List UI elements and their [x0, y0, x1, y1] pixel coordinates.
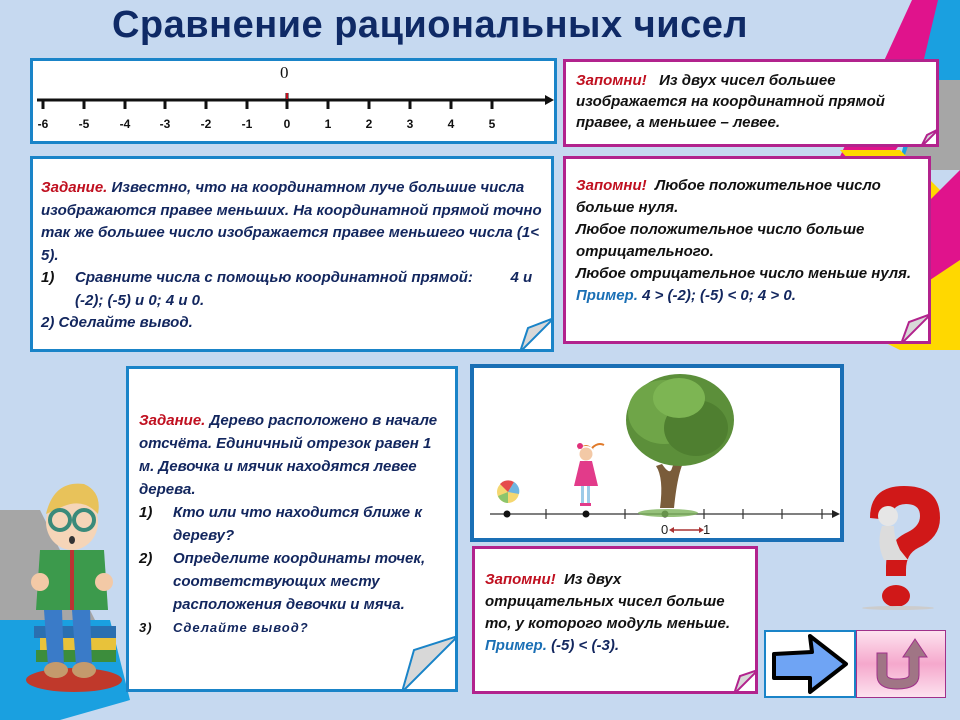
list-item: 1) Сравните числа с помощью координатной прямой: 4 и (-2); (-5) и 0; 4 и 0. [41, 269, 533, 309]
tick-label: 5 [488, 117, 496, 131]
remember-heading: Запомни! [485, 571, 556, 588]
tick-label: -3 [159, 117, 171, 131]
next-slide-button[interactable] [764, 630, 856, 698]
task-card-2 [126, 366, 458, 692]
zero-label: 0 [661, 522, 669, 537]
remember-line: Любое отрицательное число меньше нуля. [576, 265, 912, 282]
remember-card-1 [563, 59, 939, 147]
task-list [139, 501, 445, 639]
page-curl-icon [520, 318, 554, 352]
task-list [41, 267, 543, 312]
remember-text: Из двух отрицательных чисел больше то, у которого модуль меньше. [485, 571, 731, 632]
list-item: 2) Определите координаты точек, соответствующих месту расположения девочки и мяча. [139, 550, 426, 613]
tick-label: 2 [365, 117, 373, 131]
page-curl-icon [921, 129, 939, 147]
tick-label: -2 [200, 117, 212, 131]
tick-label: 1 [324, 117, 332, 131]
task-final: 2) Сделайте вывод. [41, 314, 193, 331]
task-text: Известно, что на координатном луче большие числа изображаются правее меньших. На координатной прямой точно так же большее число изображается правее меньшего числа (1< 5). [41, 179, 542, 264]
page-curl-icon [734, 670, 758, 694]
number-line-zero-label: 0 [280, 63, 289, 82]
remember-card-2 [563, 156, 931, 344]
tree-girl-ball-illustration [474, 368, 840, 538]
tick-label: -5 [78, 117, 90, 131]
tick-label: 3 [406, 117, 414, 131]
example-text: 4 > (-2); (-5) < 0; 4 > 0. [642, 287, 796, 304]
page-title: Сравнение рациональных чисел [111, 4, 749, 46]
tick-label: 4 [447, 117, 455, 131]
remember-line: Любое положительное число больше нуля. [576, 177, 881, 216]
example-label: Пример. [576, 287, 638, 304]
remember-heading: Запомни! [576, 177, 647, 194]
u-turn-arrow-icon [857, 631, 945, 697]
right-arrow-icon [766, 632, 854, 696]
remember-card-3 [472, 546, 758, 694]
list-item: 1) Кто или что находится ближе к дереву? [139, 504, 422, 544]
example-label: Пример. [485, 637, 547, 654]
example-text: (-5) < (-3). [551, 637, 619, 654]
tick-label: -1 [241, 117, 253, 131]
one-label: 1 [703, 522, 711, 537]
tick-label: -4 [119, 117, 131, 131]
page-curl-icon [402, 636, 458, 692]
page-curl-icon [901, 314, 931, 344]
illustration-card [470, 364, 844, 542]
task-heading: Задание. [41, 179, 108, 196]
return-button[interactable] [856, 630, 946, 698]
boy-reading-illustration [14, 470, 124, 700]
remember-heading: Запомни! [576, 72, 647, 89]
remember-line: Любое положительное число больше отрицательного. [576, 221, 865, 260]
number-line-card [30, 58, 557, 144]
task-text: Дерево расположено в начале отсчёта. Единичный отрезок равен 1 м. Девочка и мячик находятся левее дерева. [139, 412, 438, 498]
question-mark-icon [848, 480, 948, 610]
number-line [33, 61, 554, 141]
tick-label: 0 [283, 117, 291, 131]
tick-label: -6 [37, 117, 49, 131]
task-card-1 [30, 156, 554, 352]
remember-text: Из двух чисел большее изображается на координатной прямой правее, а меньшее – левее. [576, 72, 885, 131]
list-item: 3) Сделайте вывод? [139, 620, 309, 635]
task-heading: Задание. [139, 412, 206, 429]
